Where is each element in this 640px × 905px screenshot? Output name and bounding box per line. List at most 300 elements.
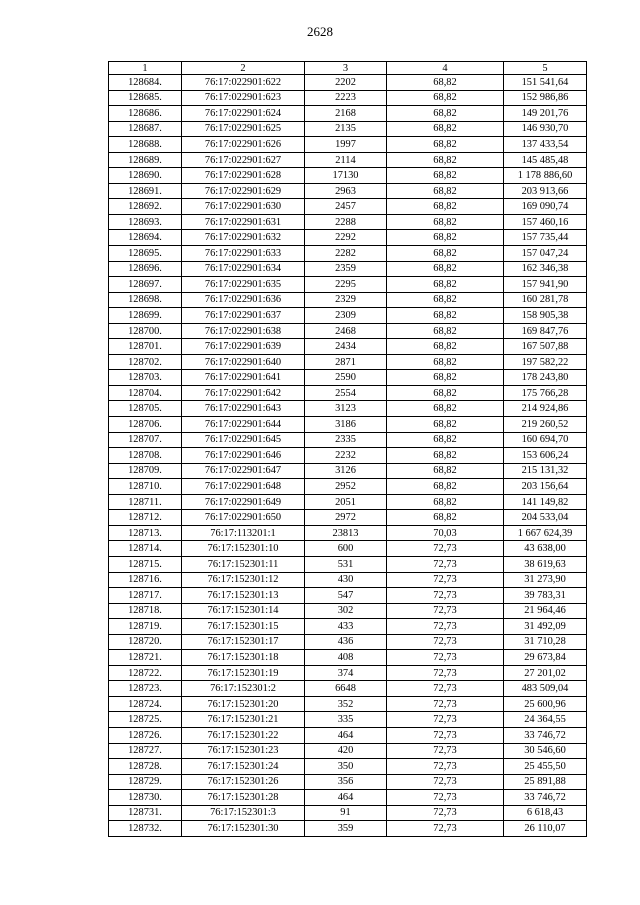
table-row <box>109 308 587 324</box>
table-cell: 128724. <box>109 696 182 712</box>
table-cell: 2434 <box>305 339 387 355</box>
table-cell: 169 847,76 <box>504 323 587 339</box>
table-cell: 2168 <box>305 106 387 122</box>
table-cell: 128731. <box>109 805 182 821</box>
table-cell: 158 905,38 <box>504 308 587 324</box>
table-cell: 76:17:022901:647 <box>182 463 305 479</box>
table-row <box>109 619 587 635</box>
table-row <box>109 183 587 199</box>
table-cell: 68,82 <box>387 385 504 401</box>
table-cell: 68,82 <box>387 90 504 106</box>
table-cell: 2952 <box>305 479 387 495</box>
table-cell: 128696. <box>109 261 182 277</box>
table-cell: 68,82 <box>387 261 504 277</box>
table-cell: 68,82 <box>387 463 504 479</box>
table-row <box>109 448 587 464</box>
table-cell: 2202 <box>305 75 387 91</box>
table-cell: 72,73 <box>387 665 504 681</box>
table-cell: 128713. <box>109 525 182 541</box>
table-cell: 68,82 <box>387 354 504 370</box>
table-cell: 128729. <box>109 774 182 790</box>
table-cell: 68,82 <box>387 432 504 448</box>
table-cell: 27 201,02 <box>504 665 587 681</box>
table-cell: 350 <box>305 759 387 775</box>
table-cell: 25 455,50 <box>504 759 587 775</box>
table-cell: 72,73 <box>387 650 504 666</box>
table-cell: 76:17:022901:631 <box>182 214 305 230</box>
table-cell: 31 710,28 <box>504 634 587 650</box>
table-cell: 128709. <box>109 463 182 479</box>
table-cell: 76:17:152301:24 <box>182 759 305 775</box>
table-cell: 167 507,88 <box>504 339 587 355</box>
table-cell: 128697. <box>109 277 182 293</box>
table-cell: 128703. <box>109 370 182 386</box>
table-cell: 152 986,86 <box>504 90 587 106</box>
table-cell: 68,82 <box>387 246 504 262</box>
table-cell: 2223 <box>305 90 387 106</box>
table-row <box>109 634 587 650</box>
table-row <box>109 432 587 448</box>
table-row <box>109 121 587 137</box>
table-cell: 374 <box>305 665 387 681</box>
table-row <box>109 339 587 355</box>
table-cell: 21 964,46 <box>504 603 587 619</box>
table-cell: 128685. <box>109 90 182 106</box>
table-cell: 1 178 886,60 <box>504 168 587 184</box>
table-cell: 31 492,09 <box>504 619 587 635</box>
table-cell: 128691. <box>109 183 182 199</box>
table-row <box>109 214 587 230</box>
table-cell: 76:17:152301:30 <box>182 821 305 837</box>
table-cell: 76:17:152301:18 <box>182 650 305 666</box>
table-cell: 436 <box>305 634 387 650</box>
table-row <box>109 90 587 106</box>
table-cell: 1 667 624,39 <box>504 525 587 541</box>
table-cell: 2590 <box>305 370 387 386</box>
table-cell: 204 533,04 <box>504 510 587 526</box>
table-row <box>109 479 587 495</box>
table-cell: 76:17:152301:3 <box>182 805 305 821</box>
table-cell: 128690. <box>109 168 182 184</box>
table-cell: 128719. <box>109 619 182 635</box>
table-cell: 76:17:022901:642 <box>182 385 305 401</box>
table-cell: 128693. <box>109 214 182 230</box>
table-cell: 68,82 <box>387 494 504 510</box>
table-cell: 68,82 <box>387 401 504 417</box>
column-header-3: 3 <box>305 62 387 75</box>
table-cell: 76:17:113201:1 <box>182 525 305 541</box>
table-cell: 128715. <box>109 556 182 572</box>
table-cell: 128716. <box>109 572 182 588</box>
table-row <box>109 603 587 619</box>
table-cell: 76:17:022901:623 <box>182 90 305 106</box>
table-row <box>109 261 587 277</box>
table-cell: 128689. <box>109 152 182 168</box>
table-cell: 33 746,72 <box>504 727 587 743</box>
table-cell: 531 <box>305 556 387 572</box>
table-cell: 76:17:022901:634 <box>182 261 305 277</box>
table-cell: 128712. <box>109 510 182 526</box>
table-cell: 76:17:152301:22 <box>182 727 305 743</box>
table-cell: 29 673,84 <box>504 650 587 666</box>
table-row <box>109 712 587 728</box>
table-cell: 128722. <box>109 665 182 681</box>
table-cell: 128725. <box>109 712 182 728</box>
table-cell: 128698. <box>109 292 182 308</box>
table-cell: 153 606,24 <box>504 448 587 464</box>
table-cell: 72,73 <box>387 821 504 837</box>
table-cell: 141 149,82 <box>504 494 587 510</box>
table-cell: 128687. <box>109 121 182 137</box>
table-cell: 203 156,64 <box>504 479 587 495</box>
table-row <box>109 805 587 821</box>
table-cell: 76:17:152301:12 <box>182 572 305 588</box>
table-cell: 68,82 <box>387 323 504 339</box>
table-cell: 356 <box>305 774 387 790</box>
table-row <box>109 541 587 557</box>
table-cell: 68,82 <box>387 168 504 184</box>
table-cell: 26 110,07 <box>504 821 587 837</box>
table-cell: 128730. <box>109 790 182 806</box>
table-row <box>109 106 587 122</box>
table-cell: 68,82 <box>387 214 504 230</box>
table-cell: 2963 <box>305 183 387 199</box>
table-cell: 72,73 <box>387 805 504 821</box>
table-cell: 3126 <box>305 463 387 479</box>
table-cell: 483 509,04 <box>504 681 587 697</box>
table-row <box>109 246 587 262</box>
table-cell: 72,73 <box>387 696 504 712</box>
table-cell: 178 243,80 <box>504 370 587 386</box>
table-cell: 76:17:022901:638 <box>182 323 305 339</box>
table-cell: 128694. <box>109 230 182 246</box>
table-cell: 76:17:152301:13 <box>182 588 305 604</box>
table-cell: 2335 <box>305 432 387 448</box>
table-cell: 128723. <box>109 681 182 697</box>
table-row <box>109 727 587 743</box>
table-cell: 76:17:022901:640 <box>182 354 305 370</box>
table-cell: 76:17:022901:650 <box>182 510 305 526</box>
table-cell: 76:17:152301:23 <box>182 743 305 759</box>
table-cell: 128711. <box>109 494 182 510</box>
table-cell: 600 <box>305 541 387 557</box>
table-cell: 72,73 <box>387 712 504 728</box>
table-cell: 76:17:152301:21 <box>182 712 305 728</box>
table-cell: 72,73 <box>387 774 504 790</box>
table-cell: 352 <box>305 696 387 712</box>
table-cell: 43 638,00 <box>504 541 587 557</box>
table-cell: 76:17:022901:649 <box>182 494 305 510</box>
table-cell: 76:17:152301:19 <box>182 665 305 681</box>
table-cell: 128727. <box>109 743 182 759</box>
table-cell: 128717. <box>109 588 182 604</box>
table-cell: 76:17:022901:629 <box>182 183 305 199</box>
table-cell: 2295 <box>305 277 387 293</box>
table-cell: 68,82 <box>387 75 504 91</box>
table-cell: 76:17:022901:635 <box>182 277 305 293</box>
table-cell: 68,82 <box>387 417 504 433</box>
table-cell: 157 047,24 <box>504 246 587 262</box>
table-cell: 2292 <box>305 230 387 246</box>
table-cell: 128726. <box>109 727 182 743</box>
table-row <box>109 681 587 697</box>
table-cell: 68,82 <box>387 137 504 153</box>
table-cell: 6 618,43 <box>504 805 587 821</box>
table-cell: 68,82 <box>387 292 504 308</box>
table-row <box>109 790 587 806</box>
table-row <box>109 199 587 215</box>
table-row <box>109 277 587 293</box>
table-cell: 68,82 <box>387 199 504 215</box>
table-row <box>109 588 587 604</box>
table-cell: 128714. <box>109 541 182 557</box>
table-row <box>109 168 587 184</box>
table-cell: 128706. <box>109 417 182 433</box>
table-cell: 72,73 <box>387 588 504 604</box>
table-cell: 72,73 <box>387 556 504 572</box>
table-cell: 215 131,32 <box>504 463 587 479</box>
table-row <box>109 743 587 759</box>
table-cell: 76:17:022901:633 <box>182 246 305 262</box>
table-row <box>109 137 587 153</box>
table-row <box>109 650 587 666</box>
table-cell: 3123 <box>305 401 387 417</box>
table-cell: 68,82 <box>387 106 504 122</box>
table-cell: 76:17:152301:17 <box>182 634 305 650</box>
table-cell: 175 766,28 <box>504 385 587 401</box>
table-cell: 76:17:022901:627 <box>182 152 305 168</box>
table-cell: 128688. <box>109 137 182 153</box>
table-cell: 76:17:022901:643 <box>182 401 305 417</box>
table-cell: 128700. <box>109 323 182 339</box>
table-cell: 76:17:022901:625 <box>182 121 305 137</box>
table-cell: 547 <box>305 588 387 604</box>
table-cell: 151 541,64 <box>504 75 587 91</box>
table-row <box>109 463 587 479</box>
table-cell: 72,73 <box>387 681 504 697</box>
table-row <box>109 354 587 370</box>
table-cell: 160 281,78 <box>504 292 587 308</box>
table-cell: 128718. <box>109 603 182 619</box>
table-cell: 76:17:022901:622 <box>182 75 305 91</box>
table-cell: 128707. <box>109 432 182 448</box>
table-row <box>109 665 587 681</box>
table-cell: 128732. <box>109 821 182 837</box>
table-cell: 25 891,88 <box>504 774 587 790</box>
table-cell: 128702. <box>109 354 182 370</box>
table-cell: 72,73 <box>387 619 504 635</box>
table-cell: 76:17:152301:10 <box>182 541 305 557</box>
table-cell: 76:17:022901:646 <box>182 448 305 464</box>
table-cell: 162 346,38 <box>504 261 587 277</box>
table-cell: 68,82 <box>387 230 504 246</box>
table-cell: 76:17:152301:2 <box>182 681 305 697</box>
table-cell: 76:17:022901:648 <box>182 479 305 495</box>
table-cell: 2329 <box>305 292 387 308</box>
column-header-5: 5 <box>504 62 587 75</box>
table-row <box>109 525 587 541</box>
table-cell: 72,73 <box>387 541 504 557</box>
table-cell: 76:17:152301:28 <box>182 790 305 806</box>
table-cell: 2871 <box>305 354 387 370</box>
table-cell: 72,73 <box>387 759 504 775</box>
table-cell: 72,73 <box>387 572 504 588</box>
table-row <box>109 370 587 386</box>
table-cell: 68,82 <box>387 277 504 293</box>
table-cell: 2554 <box>305 385 387 401</box>
table-row <box>109 572 587 588</box>
table-cell: 72,73 <box>387 634 504 650</box>
table-cell: 68,82 <box>387 510 504 526</box>
table-cell: 72,73 <box>387 790 504 806</box>
table-cell: 2359 <box>305 261 387 277</box>
table-cell: 76:17:022901:641 <box>182 370 305 386</box>
table-row <box>109 152 587 168</box>
table-cell: 128684. <box>109 75 182 91</box>
table-cell: 76:17:022901:645 <box>182 432 305 448</box>
table-cell: 72,73 <box>387 743 504 759</box>
table-cell: 128720. <box>109 634 182 650</box>
table-cell: 464 <box>305 727 387 743</box>
table-cell: 219 260,52 <box>504 417 587 433</box>
table-cell: 128701. <box>109 339 182 355</box>
table-row <box>109 774 587 790</box>
table-cell: 68,82 <box>387 121 504 137</box>
table-cell: 128728. <box>109 759 182 775</box>
table-cell: 72,73 <box>387 603 504 619</box>
table-cell: 214 924,86 <box>504 401 587 417</box>
table-cell: 2282 <box>305 246 387 262</box>
table-cell: 203 913,66 <box>504 183 587 199</box>
table-cell: 2972 <box>305 510 387 526</box>
table-cell: 2457 <box>305 199 387 215</box>
table-row <box>109 385 587 401</box>
table-cell: 2232 <box>305 448 387 464</box>
table-row <box>109 556 587 572</box>
table-cell: 128708. <box>109 448 182 464</box>
table-cell: 30 546,60 <box>504 743 587 759</box>
table-row <box>109 696 587 712</box>
table-cell: 76:17:022901:624 <box>182 106 305 122</box>
table-cell: 128692. <box>109 199 182 215</box>
table-row <box>109 494 587 510</box>
table-cell: 128705. <box>109 401 182 417</box>
table-cell: 128695. <box>109 246 182 262</box>
table-cell: 146 930,70 <box>504 121 587 137</box>
table-cell: 72,73 <box>387 727 504 743</box>
table-cell: 68,82 <box>387 448 504 464</box>
table-cell: 6648 <box>305 681 387 697</box>
table-cell: 2468 <box>305 323 387 339</box>
table-row <box>109 323 587 339</box>
table-cell: 2309 <box>305 308 387 324</box>
table-cell: 2114 <box>305 152 387 168</box>
table-cell: 145 485,48 <box>504 152 587 168</box>
column-header-4: 4 <box>387 62 504 75</box>
table-cell: 23813 <box>305 525 387 541</box>
table-row <box>109 510 587 526</box>
table-cell: 68,82 <box>387 152 504 168</box>
table-cell: 38 619,63 <box>504 556 587 572</box>
table-row <box>109 417 587 433</box>
table-row <box>109 759 587 775</box>
table-cell: 359 <box>305 821 387 837</box>
table-cell: 430 <box>305 572 387 588</box>
table-cell: 3186 <box>305 417 387 433</box>
table-cell: 160 694,70 <box>504 432 587 448</box>
table-cell: 157 941,90 <box>504 277 587 293</box>
table-cell: 39 783,31 <box>504 588 587 604</box>
table-cell: 76:17:022901:636 <box>182 292 305 308</box>
table-cell: 128710. <box>109 479 182 495</box>
table-cell: 76:17:022901:644 <box>182 417 305 433</box>
table-body <box>109 75 587 837</box>
table-cell: 68,82 <box>387 308 504 324</box>
table-cell: 68,82 <box>387 183 504 199</box>
table-cell: 157 735,44 <box>504 230 587 246</box>
table-cell: 302 <box>305 603 387 619</box>
table-cell: 128704. <box>109 385 182 401</box>
table-cell: 169 090,74 <box>504 199 587 215</box>
table-cell: 157 460,16 <box>504 214 587 230</box>
table-cell: 33 746,72 <box>504 790 587 806</box>
table-cell: 128686. <box>109 106 182 122</box>
table-row <box>109 292 587 308</box>
table-cell: 76:17:022901:637 <box>182 308 305 324</box>
table-cell: 76:17:022901:630 <box>182 199 305 215</box>
table-cell: 76:17:022901:632 <box>182 230 305 246</box>
table-cell: 68,82 <box>387 479 504 495</box>
table-row <box>109 401 587 417</box>
table-cell: 68,82 <box>387 370 504 386</box>
table-cell: 25 600,96 <box>504 696 587 712</box>
table-cell: 76:17:152301:11 <box>182 556 305 572</box>
table-cell: 76:17:152301:20 <box>182 696 305 712</box>
column-header-2: 2 <box>182 62 305 75</box>
table-cell: 76:17:152301:15 <box>182 619 305 635</box>
table-cell: 2051 <box>305 494 387 510</box>
table-cell: 91 <box>305 805 387 821</box>
table-cell: 128721. <box>109 650 182 666</box>
table-row <box>109 75 587 91</box>
table-header-row <box>109 62 587 75</box>
column-header-1: 1 <box>109 62 182 75</box>
table-cell: 1997 <box>305 137 387 153</box>
table-cell: 76:17:152301:26 <box>182 774 305 790</box>
table-cell: 420 <box>305 743 387 759</box>
table-cell: 24 364,55 <box>504 712 587 728</box>
table-cell: 137 433,54 <box>504 137 587 153</box>
table-cell: 31 273,90 <box>504 572 587 588</box>
table-cell: 408 <box>305 650 387 666</box>
table-cell: 17130 <box>305 168 387 184</box>
table-cell: 76:17:022901:628 <box>182 168 305 184</box>
data-table <box>108 61 587 837</box>
table-cell: 128699. <box>109 308 182 324</box>
table-cell: 2288 <box>305 214 387 230</box>
table-row <box>109 821 587 837</box>
table-cell: 197 582,22 <box>504 354 587 370</box>
table-cell: 433 <box>305 619 387 635</box>
page-number: 2628 <box>307 24 333 39</box>
table-cell: 76:17:022901:639 <box>182 339 305 355</box>
table-row <box>109 230 587 246</box>
table-cell: 70,03 <box>387 525 504 541</box>
table-cell: 149 201,76 <box>504 106 587 122</box>
table-cell: 76:17:022901:626 <box>182 137 305 153</box>
table-cell: 464 <box>305 790 387 806</box>
table-cell: 68,82 <box>387 339 504 355</box>
